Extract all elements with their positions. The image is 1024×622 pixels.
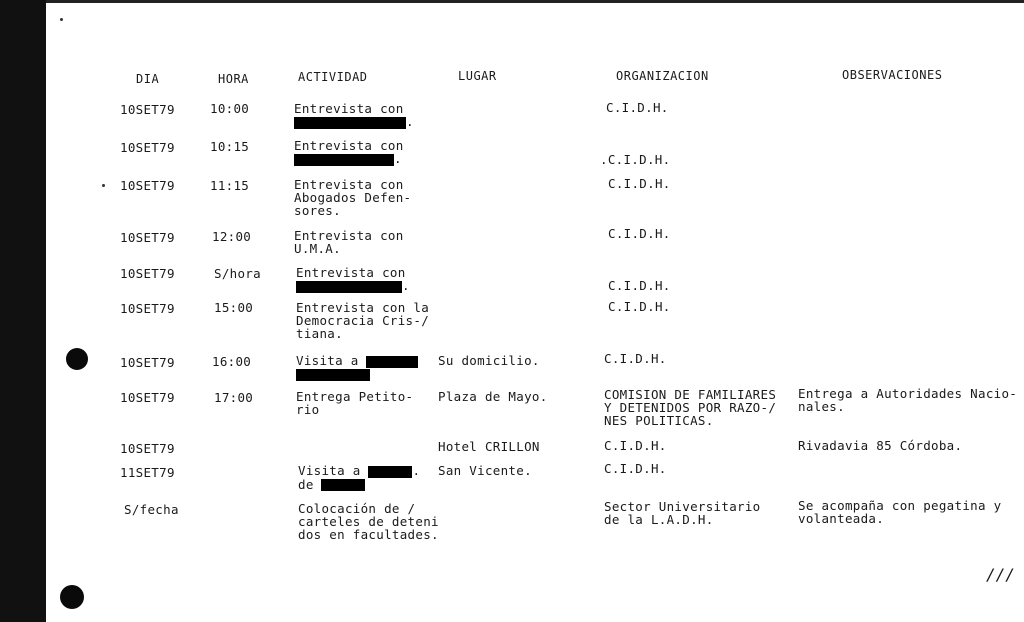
actividad-line: Colocación de / xyxy=(298,501,416,516)
header-dia: DIA xyxy=(136,72,160,86)
actividad-line: Entrevista con xyxy=(294,138,404,153)
header-actividad: ACTIVIDAD xyxy=(298,70,368,84)
cell-lugar: Hotel CRILLON xyxy=(438,439,540,454)
cell-organizacion: C.I.D.H. xyxy=(604,438,667,453)
actividad-line: Democracia Cris-/ xyxy=(296,313,430,328)
cell-organizacion: C.I.D.H. xyxy=(608,278,671,293)
header-hora: HORA xyxy=(218,72,249,86)
cell-hora: 11:15 xyxy=(210,178,250,193)
cell-hora: S/hora xyxy=(214,266,261,281)
cell-hora: 17:00 xyxy=(214,390,254,405)
cell-observaciones xyxy=(798,499,1001,525)
redaction-bar xyxy=(368,466,412,478)
header-lugar: LUGAR xyxy=(458,69,497,83)
organizacion-line: de la L.A.D.H. xyxy=(604,512,714,527)
cell-organizacion: C.I.D.H. xyxy=(608,176,671,191)
cell-lugar: Plaza de Mayo. xyxy=(438,389,548,404)
observaciones-line: nales. xyxy=(798,399,845,414)
cell-dia: 10SET79 xyxy=(120,390,175,405)
redaction-bar xyxy=(321,479,365,491)
organizacion-line: Sector Universitario xyxy=(604,499,761,514)
cell-actividad xyxy=(296,301,429,340)
observaciones-line: volanteada. xyxy=(798,511,885,526)
actividad-line: Visita a xyxy=(296,353,359,368)
actividad-line: Entrevista con xyxy=(294,177,404,192)
cell-dia: 10SET79 xyxy=(120,301,175,316)
cell-hora: 10:00 xyxy=(210,101,250,116)
actividad-line: de xyxy=(298,476,314,492)
cell-hora: 15:00 xyxy=(214,300,254,315)
punch-hole-top xyxy=(66,348,88,370)
actividad-line: carteles de deteni xyxy=(298,514,439,529)
cell-actividad: Entrevista con . xyxy=(294,138,404,166)
cell-dia: 10SET79 xyxy=(120,355,175,370)
cell-dia: 11SET79 xyxy=(120,465,175,480)
cell-dia: 10SET79 xyxy=(120,140,175,155)
actividad-line: tiana. xyxy=(296,326,343,341)
cell-actividad xyxy=(296,354,418,381)
actividad-line: Entrevista con xyxy=(294,228,404,243)
cell-dia: 10SET79 xyxy=(120,266,175,281)
observaciones-line: Entrega a Autoridades Nacio- xyxy=(798,386,1018,401)
cell-actividad xyxy=(298,502,439,541)
header-observaciones: OBSERVACIONES xyxy=(842,68,943,82)
cell-hora: 10:15 xyxy=(210,139,250,154)
speck xyxy=(102,184,105,187)
cell-hora: 12:00 xyxy=(212,229,252,244)
cell-dia: 10SET79 xyxy=(120,441,175,456)
cell-organizacion: C.I.D.H. xyxy=(608,226,671,241)
actividad-line: Entrevista con xyxy=(296,265,406,280)
cell-organizacion: C.I.D.H. xyxy=(606,100,669,115)
cell-dia: 10SET79 xyxy=(120,178,175,193)
header-organizacion: ORGANIZACION xyxy=(616,69,709,83)
cell-dia: 10SET79 xyxy=(120,230,175,245)
actividad-line: sores. xyxy=(294,203,341,218)
redaction-bar xyxy=(296,281,402,293)
cell-actividad xyxy=(294,178,411,217)
cell-observaciones xyxy=(798,387,1017,413)
cell-observaciones: Rivadavia 85 Córdoba. xyxy=(798,438,963,453)
actividad-line: Entrevista con la xyxy=(296,300,430,315)
actividad-line: Visita a xyxy=(298,463,361,478)
cell-actividad: Entrevista con . xyxy=(294,101,414,129)
cell-organizacion: C.I.D.H. xyxy=(604,461,667,476)
cell-lugar: San Vicente. xyxy=(438,463,532,478)
end-mark: /// xyxy=(986,565,1015,584)
cell-organizacion xyxy=(604,500,761,526)
cell-lugar: Su domicilio. xyxy=(438,353,540,368)
cell-organizacion xyxy=(604,388,776,427)
observaciones-line: Se acompaña con pegatina y xyxy=(798,498,1002,513)
organizacion-line: Y DETENIDOS POR RAZO-/ xyxy=(604,400,777,415)
scan-left-edge xyxy=(0,0,46,622)
punch-hole-bottom xyxy=(60,585,84,609)
cell-organizacion: C.I.D.H. xyxy=(608,299,671,314)
organizacion-line: COMISION DE FAMILIARES xyxy=(604,387,777,402)
redaction-bar xyxy=(366,356,418,368)
cell-actividad: Entrevista con . xyxy=(296,265,410,293)
cell-dia: 10SET79 xyxy=(120,102,175,117)
document-page xyxy=(46,3,1024,622)
cell-actividad: Visita a . de xyxy=(298,463,421,492)
redaction-bar xyxy=(294,154,394,166)
redaction-bar xyxy=(296,369,370,381)
actividad-line: rio xyxy=(296,402,320,417)
organizacion-line: NES POLITICAS. xyxy=(604,413,714,428)
actividad-line: Entrevista con xyxy=(294,101,404,116)
cell-actividad xyxy=(294,229,404,255)
actividad-line: Abogados Defen- xyxy=(294,190,412,205)
cell-organizacion: .C.I.D.H. xyxy=(600,152,671,167)
cell-dia: S/fecha xyxy=(124,502,179,517)
cell-actividad xyxy=(296,390,413,416)
speck xyxy=(60,18,63,21)
actividad-line: U.M.A. xyxy=(294,241,341,256)
cell-organizacion: C.I.D.H. xyxy=(604,351,667,366)
actividad-line: dos en facultades. xyxy=(298,527,439,542)
redaction-bar xyxy=(294,117,406,129)
actividad-line: Entrega Petito- xyxy=(296,389,414,404)
cell-hora: 16:00 xyxy=(212,354,252,369)
